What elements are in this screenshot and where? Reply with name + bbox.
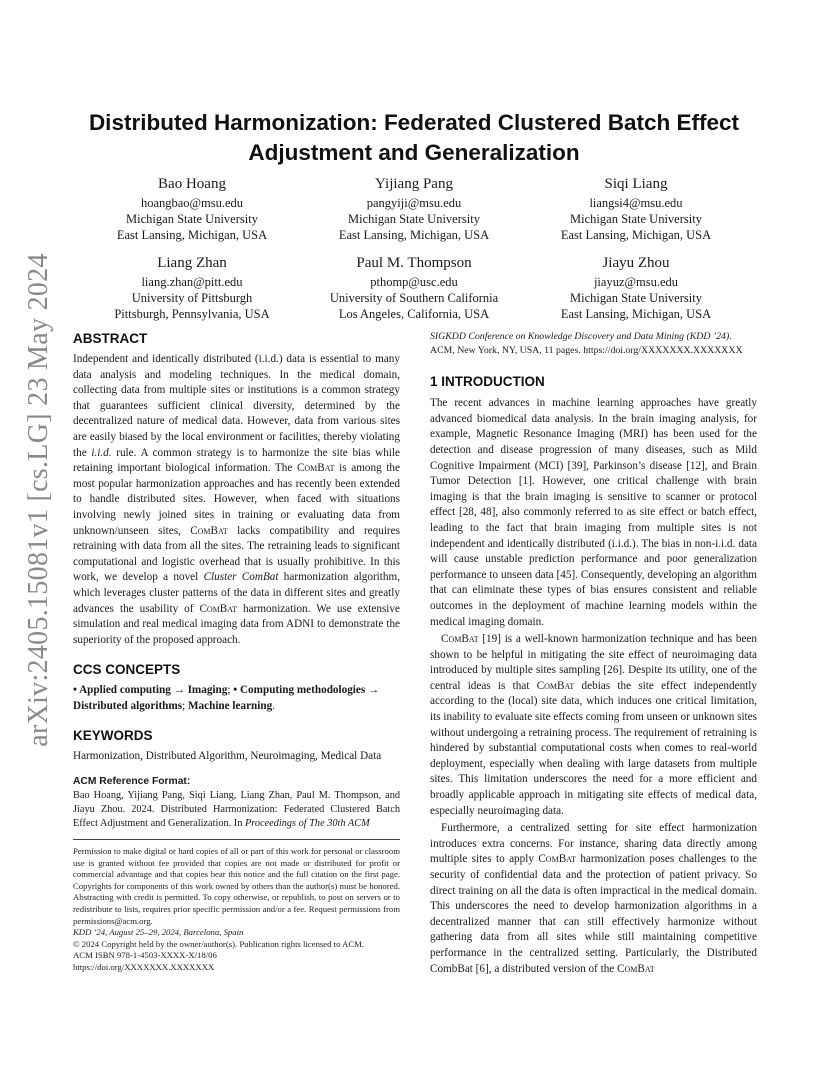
acm-reference-venue: SIGKDD Conference on Knowledge Discovery and Data Mining (KDD ’24). (430, 331, 732, 342)
author-affiliation: Michigan State University (126, 212, 258, 226)
acm-reference-continued (430, 330, 757, 357)
author-block (294, 174, 534, 243)
ccs-heading: CCS CONCEPTS (73, 662, 181, 678)
author-affiliation: Michigan State University (570, 291, 702, 305)
acm-reference-publisher: ACM, New York, NY, USA, 11 pages. https://doi.org/XXXXXXX.XXXXXXX (430, 344, 743, 356)
combat-term: ComBat (296, 462, 335, 475)
ccs-concepts (73, 683, 400, 714)
abstract-heading: ABSTRACT (73, 331, 148, 346)
combat-term: ComBat (441, 633, 479, 646)
abstract-emphasis: Cluster ComBat (203, 571, 279, 584)
ccs-separator: . (272, 699, 275, 712)
ccs-item: • Applied computing → Imaging (73, 684, 228, 697)
acm-reference-text (73, 789, 400, 831)
author-email[interactable]: jiayuz@msu.edu (593, 275, 679, 289)
intro-segment: debias the site effect independently according to the (local) site data, which induces one critical limitation, its inability to evaluate site effects coming from unseen or unknown sites without undergoing a retraining process. The requirement of retraining is hindered by substantial computational costs when comes to real-world deployment, especially when dealing with large datasets from multiple sites. This limitation underscores the need for a more efficient and broadly applicable approach in mitigating site effects of medical data, especially neuroimaging data. (430, 679, 757, 817)
author-affiliation: Michigan State University (348, 212, 480, 226)
author-block (516, 253, 756, 322)
combat-term: ComBat (536, 679, 575, 692)
ccs-item: • Computing methodologies → Distributed algorithms (73, 684, 380, 712)
author-name: Jiayu Zhou (602, 255, 670, 271)
title-line-1: Distributed Harmonization: Federated Clustered Batch Effect (88, 110, 740, 135)
author-location: Los Angeles, California, USA (338, 307, 490, 321)
ccs-separator: ; (227, 684, 234, 697)
combat-term: ComBat (199, 602, 238, 615)
copyright-line: © 2024 Copyright held by the owner/author(s). Publication rights licensed to ACM. (73, 938, 365, 949)
author-block (516, 174, 756, 243)
abstract-segment: harmonization algorithm, which leverages cluster patterns of the data in different sites and greatly advances the usability of (73, 571, 400, 615)
right-column (430, 330, 757, 977)
keywords-heading: KEYWORDS (73, 728, 153, 744)
author-email[interactable]: pthomp@usc.edu (370, 275, 458, 289)
author-location: East Lansing, Michigan, USA (338, 228, 490, 242)
doi-link[interactable]: https://doi.org/XXXXXXX.XXXXXXX (73, 962, 215, 972)
intro-paragraph-3 (430, 821, 757, 977)
combat-term: ComBat (538, 853, 576, 866)
author-block (294, 253, 534, 322)
intro-paragraph-1: The recent advances in machine learning approaches have greatly advanced biomedical data analysis. In the brain imaging analysis, for example, Magnetic Resonance Imaging (MRI) has been used for the detection and disease progression of many diseases, such as Mild Cognitive Impairment (MCI) [39], Parkinson’s disease [12], and Brain Tumor Detection [1]. However, one critical challenge with brain imaging is that the brain imaging is sensitive to scanner or protocol effect [28, 48], also commonly referred to as site effect or batch effect, leading to the fact that brain imaging from multiple sites is not independent and identically distributed (i.i.d.). The bias in non-i.i.d. data will cause unstable prediction performance and poor generalization performance to unseen data [45]. Consequently, developing an algorithm that can eliminate these types of bias ensures consistent and reliable outcomes in the deployment of machine learning models within the medical imaging domain. (430, 397, 757, 628)
intro-paragraph-2 (430, 632, 757, 819)
abstract-segment: is among the most popular harmonization approaches and has recently been extended to handle distributed sites. However, when faced with situations involving newly joined sites in training or evaluating data from unknown/unseen sites, (73, 462, 400, 537)
author-email[interactable]: liang.zhan@pitt.edu (141, 275, 243, 289)
author-email[interactable]: pangyiji@msu.edu (366, 196, 462, 210)
combat-term: ComBat (190, 524, 228, 537)
intro-segment: harmonization poses challenges to the security of confidential data and the protection of patient privacy. So direct training on all the data is often impractical in the medical domain. This underscores the need to develop harmonization algorithms in a decentralized manner that can still effectively harmonize without gathering data from all sites while still maintaining competitive performance in the centralized setting. Particularly, the Distributed CombBat [6], a distributed version of the (430, 853, 757, 975)
ccs-separator: ; (182, 699, 188, 712)
permission-notice: Permission to make digital or hard copies of all or part of this work for personal or classroom use is granted without fee provided that copies are not made or distributed for profit or commercial advantage and that copies bear this notice and the full citation on the first page. Copyrights for components of this work owned by others than the author(s) must be honored. Abstracting with credit is permitted. To copy otherwise, or republish, to post on servers or to redistribute to lists, requires prior specific permission and/or a fee. Request permissions from permissions@acm.org. (73, 846, 400, 926)
author-affiliation: University of Southern California (329, 291, 499, 305)
author-name: Yijiang Pang (375, 176, 453, 192)
isbn-line: ACM ISBN 978-1-4503-XXXX-X/18/06 (73, 950, 217, 961)
author-location: East Lansing, Michigan, USA (116, 228, 268, 242)
author-affiliation: Michigan State University (570, 212, 702, 226)
conference-info: KDD ’24, August 25–29, 2024, Barcelona, Spain (73, 927, 244, 938)
author-name: Paul M. Thompson (356, 255, 472, 271)
acm-reference-heading: ACM Reference Format: (73, 776, 191, 788)
title-line-2: Adjustment and Generalization (248, 140, 580, 165)
acm-reference-segment: Bao Hoang, Yijiang Pang, Siqi Liang, Liang Zhan, Paul M. Thompson, and Jiayu Zhou. 2024. Distributed Harmonization: Federated Clustered Batch Effect Adjustment and Generalization. In (73, 790, 400, 830)
ccs-item: Machine learning (187, 699, 273, 712)
author-location: East Lansing, Michigan, USA (560, 307, 712, 321)
author-name: Liang Zhan (157, 255, 227, 271)
author-email[interactable]: hoangbao@msu.edu (140, 196, 244, 210)
keywords-text: Harmonization, Distributed Algorithm, Neuroimaging, Medical Data (73, 750, 382, 763)
abstract-emphasis: i.i.d. (91, 446, 112, 459)
arxiv-stamp (14, 230, 64, 770)
abstract-segment: lacks compatibility and requires retraining with data from all the sites. The retraining leads to significant computational and logistic overhead that is usually prohibitive. In this work, we develop a novel (73, 524, 400, 584)
author-email[interactable]: liangsi4@msu.edu (589, 196, 683, 210)
author-location: East Lansing, Michigan, USA (560, 228, 712, 242)
author-block (72, 174, 312, 243)
abstract-segment: Independent and identically distributed (i.i.d.) data is essential to many data analysis and modeling techniques. In the medical domain, collecting data from multiple sites or institutions is a common strategy that guarantees sufficient clinical diversity, determined by the decentralized nature of medical data. However, data from various sites are easily biased by the local environment or facilities, thereby violating the (73, 353, 400, 459)
paper-title (70, 108, 758, 168)
author-block (72, 253, 312, 322)
acm-reference-proceedings: Proceedings of The 30th ACM (244, 818, 370, 830)
author-location: Pittsburgh, Pennsylvania, USA (114, 307, 270, 321)
abstract-segment: harmonization. We use extensive simulation and real medical imaging data from ADNI to demonstrate the superiority of the proposed approach. (73, 602, 400, 646)
footnote-divider (73, 839, 400, 840)
author-affiliation: University of Pittsburgh (131, 291, 253, 305)
abstract-text (73, 352, 400, 648)
arxiv-identifier[interactable]: arXiv:2405.15081v1 [cs.LG] 23 May 2024 (23, 253, 54, 747)
author-name: Bao Hoang (158, 176, 226, 192)
abstract-segment: rule. A common strategy is to harmonize the site bias while retaining important biological information. The (73, 446, 400, 475)
introduction-heading: 1 INTRODUCTION (430, 374, 545, 390)
left-column (73, 330, 400, 974)
intro-segment: Furthermore, a centralized setting for site effect harmonization introduces extra concerns. For instance, sharing data directly among multiple sites to apply (430, 822, 757, 866)
intro-segment: [19] is a well-known harmonization technique and has been shown to be helpful in mitigating the site effect of neuroimaging data introduced by multiple sites sampling [26]. Despite its utility, one of the central ideas is that (430, 633, 757, 692)
author-name: Siqi Liang (604, 176, 668, 192)
combat-term: ComBat (617, 962, 655, 975)
